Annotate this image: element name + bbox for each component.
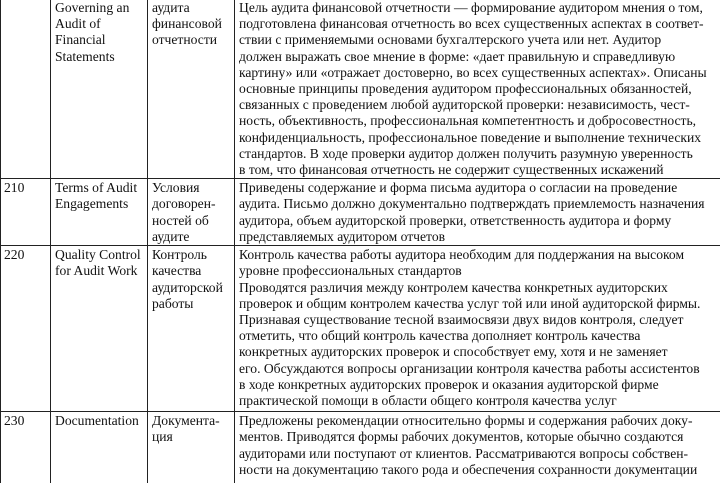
standard-code-cell	[1, 0, 51, 179]
russian-title-line: отчетности	[152, 32, 218, 48]
description-line: подготовлена финансовая отчетность во всех существенных аспектах в соответ-	[239, 16, 704, 32]
russian-title-cell	[148, 179, 235, 246]
description-line: его. Обсуждаются вопросы организации контроля качества работы ассистентов	[239, 360, 700, 376]
standard-code-cell	[1, 246, 51, 412]
description-cell	[235, 246, 720, 412]
english-title-line: for Audit Work	[55, 263, 138, 279]
description-cell	[235, 0, 720, 179]
russian-title-line: ностей об	[152, 212, 209, 228]
english-title-cell	[51, 179, 148, 246]
description-line: аудитора, объем аудиторской проверки, ответственность аудитора и форму	[239, 212, 672, 228]
description-line: ность, объективность, профессиональная компетентность и добросовестность,	[239, 113, 697, 129]
description-line: уровне профессиональных стандартов	[239, 263, 462, 279]
english-title-line: Documentation	[55, 413, 139, 429]
russian-title-line: аудита	[152, 0, 190, 15]
standard-code-cell	[1, 412, 51, 483]
standard-code: 210	[4, 180, 25, 196]
russian-title-line: ция	[152, 429, 173, 445]
description-line: практической помощи в области общего контроля качества услуг	[239, 393, 617, 409]
description-cell	[235, 412, 720, 483]
description-line: Цель аудита финансовой отчетности — формирование аудитором мнения о том,	[239, 0, 703, 15]
description-line: ности на документацию такого рода и обеспечения сохранности документации	[239, 461, 698, 477]
description-line: Проводятся различия между контролем качества конкретных аудиторских	[239, 279, 668, 295]
russian-title-line: Условия	[152, 180, 200, 196]
table-body	[1, 0, 720, 483]
russian-title-line: договорен-	[152, 196, 216, 212]
english-title-cell	[51, 412, 148, 483]
standard-code-cell	[1, 179, 51, 246]
russian-title-line: финансовой	[152, 16, 222, 32]
description-cell	[235, 179, 720, 246]
table-row	[1, 412, 720, 483]
english-title-line: Engagements	[55, 196, 129, 212]
description-line: ствии с применяемыми основами бухгалтерского учета или нет. Аудитор	[239, 32, 662, 48]
russian-title-cell	[148, 412, 235, 483]
description-line: должен выражать свое мнение в форме: «дает правильную и справедливую	[239, 48, 676, 64]
english-title-line: Governing an	[55, 0, 130, 15]
russian-title-line: аудиторской	[152, 279, 223, 295]
russian-title-line: качества	[152, 263, 202, 279]
english-title-line: Statements	[55, 48, 115, 64]
russian-title-cell	[148, 0, 235, 179]
description-line: представляемых аудитором отчетов	[239, 228, 446, 244]
standard-code: 220	[4, 247, 25, 263]
english-title-line: Quality Control	[55, 247, 141, 263]
description-line: Предложены рекомендации относительно формы и содержания рабочих доку-	[239, 413, 693, 429]
description-line: основные принципы проведения аудитором профессиональных обязанностей,	[239, 81, 692, 97]
russian-title-line: работы	[152, 295, 194, 311]
description-line: Приведены содержание и форма письма аудитора о согласии на проведение	[239, 180, 678, 196]
description-line: проверок и общим контролем качества услуг той или иной аудиторской фирмы.	[239, 295, 701, 311]
standard-code: 230	[4, 413, 25, 429]
russian-title-line: Документа-	[152, 413, 220, 429]
english-title-line: Financial	[55, 32, 106, 48]
english-title-line: Terms of Audit	[55, 180, 138, 196]
description-line: в ходе конкретных аудиторских проверок и оказания аудиторской фирме	[239, 376, 659, 392]
description-line: ментов. Приводятся формы рабочих документов, которые обычно создаются	[239, 429, 684, 445]
description-line: аудиторами или поступают от клиентов. Рассматриваются вопросы собствен-	[239, 445, 689, 461]
description-line: Контроль качества работы аудитора необходим для поддержания на высоком	[239, 247, 685, 263]
description-line: аудита. Письмо должно документально подтверждать приемлемость назначения	[239, 196, 705, 212]
description-line: в том, что финансовая отчетность не содержит существенных искажений	[239, 162, 664, 178]
english-title-line: Audit of	[55, 16, 101, 32]
russian-title-line: Контроль	[152, 247, 207, 263]
description-line: связанных с проведением любой аудиторской проверки: независимость, чест-	[239, 97, 690, 113]
description-line: стандартов. В ходе проверки аудитор должен получить разумную уверенность	[239, 145, 693, 161]
description-line: картину» или «отражает достоверно, во всех существенных аспектах». Описаны	[239, 64, 707, 80]
russian-title-line: аудите	[152, 228, 190, 244]
table-row	[1, 0, 720, 179]
english-title-cell	[51, 246, 148, 412]
description-line: отметить, что общий контроль качества дополняет контроль качества	[239, 328, 641, 344]
description-line: Признавая существование тесной взаимосвязи двух видов контроля, следует	[239, 312, 684, 328]
table-row	[1, 179, 720, 246]
table-row	[1, 246, 720, 412]
description-line: конфиденциальность, профессиональное поведение и выполнение технических	[239, 129, 702, 145]
english-title-cell	[51, 0, 148, 179]
russian-title-cell	[148, 246, 235, 412]
description-line: конкретных аудиторских проверок и способствует ему, хотя и не заменяет	[239, 344, 668, 360]
